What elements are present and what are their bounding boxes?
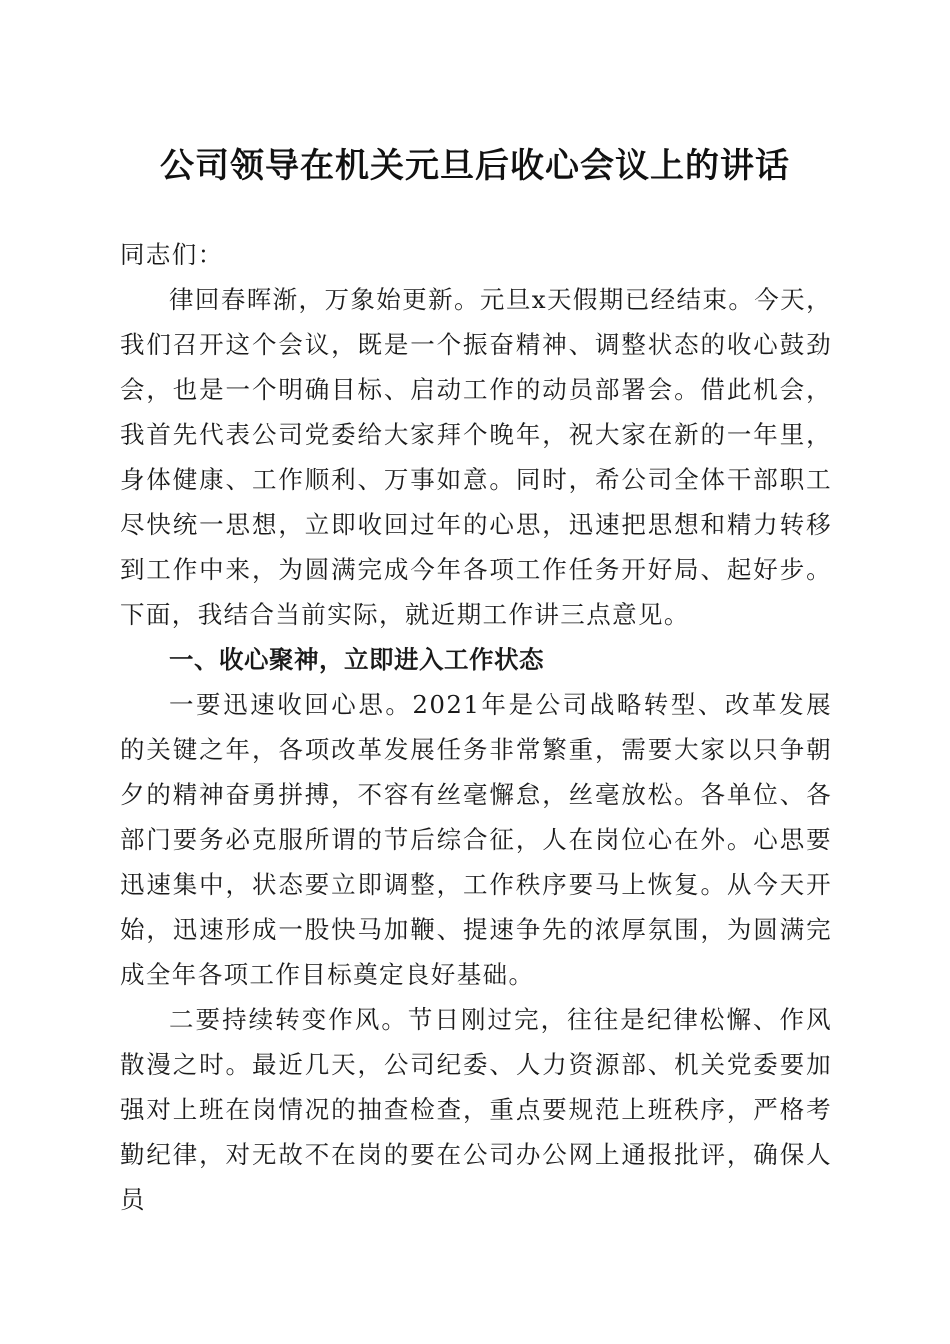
section-1-paragraph-1: 一要迅速收回心思。2021年是公司战略转型、改革发展的关键之年，各项改革发展任务非常繁重，需要大家以只争朝夕的精神奋勇拼搏，不容有丝毫懈怠，丝毫放松。各单位、各部门要务必克服所谓的节后综合征，人在岗位心在外。心思要迅速集中，状态要立即调整，工作秩序要马上恢复。从今天开始，迅速形成一股快马加鞭、提速争先的浓厚氛围，为圆满完成全年各项工作目标奠定良好基础。 bbox=[120, 690, 832, 989]
intro-paragraph: 律回春晖渐，万象始更新。元旦x天假期已经结束。今天，我们召开这个会议，既是一个振奋精神、调整状态的收心鼓劲会，也是一个明确目标、启动工作的动员部署会。借此机会，我首先代表公司党委给大家拜个晚年，祝大家在新的一年里，身体健康、工作顺利、万事如意。同时，希公司全体干部职工尽快统一思想，立即收回过年的心思，迅速把思想和精力转移到工作中来，为圆满完成今年各项工作任务开好局、起好步。下面，我结合当前实际，就近期工作讲三点意见。 bbox=[120, 285, 832, 629]
section-heading-1: 一、收心聚神，立即进入工作状态 bbox=[169, 645, 544, 674]
section-1-paragraph-2: 二要持续转变作风。节日刚过完，往往是纪律松懈、作风散漫之时。最近几天，公司纪委、人力资源部、机关党委要加强对上班在岗情况的抽查检查，重点要规范上班秩序，严格考勤纪律，对无故不在岗的要在公司办公网上通报批评，确保人员 bbox=[120, 1005, 832, 1214]
salutation: 同志们： bbox=[120, 240, 224, 269]
document-body bbox=[120, 232, 832, 1222]
document-title: 公司领导在机关元旦后收心会议上的讲话 bbox=[160, 146, 790, 186]
